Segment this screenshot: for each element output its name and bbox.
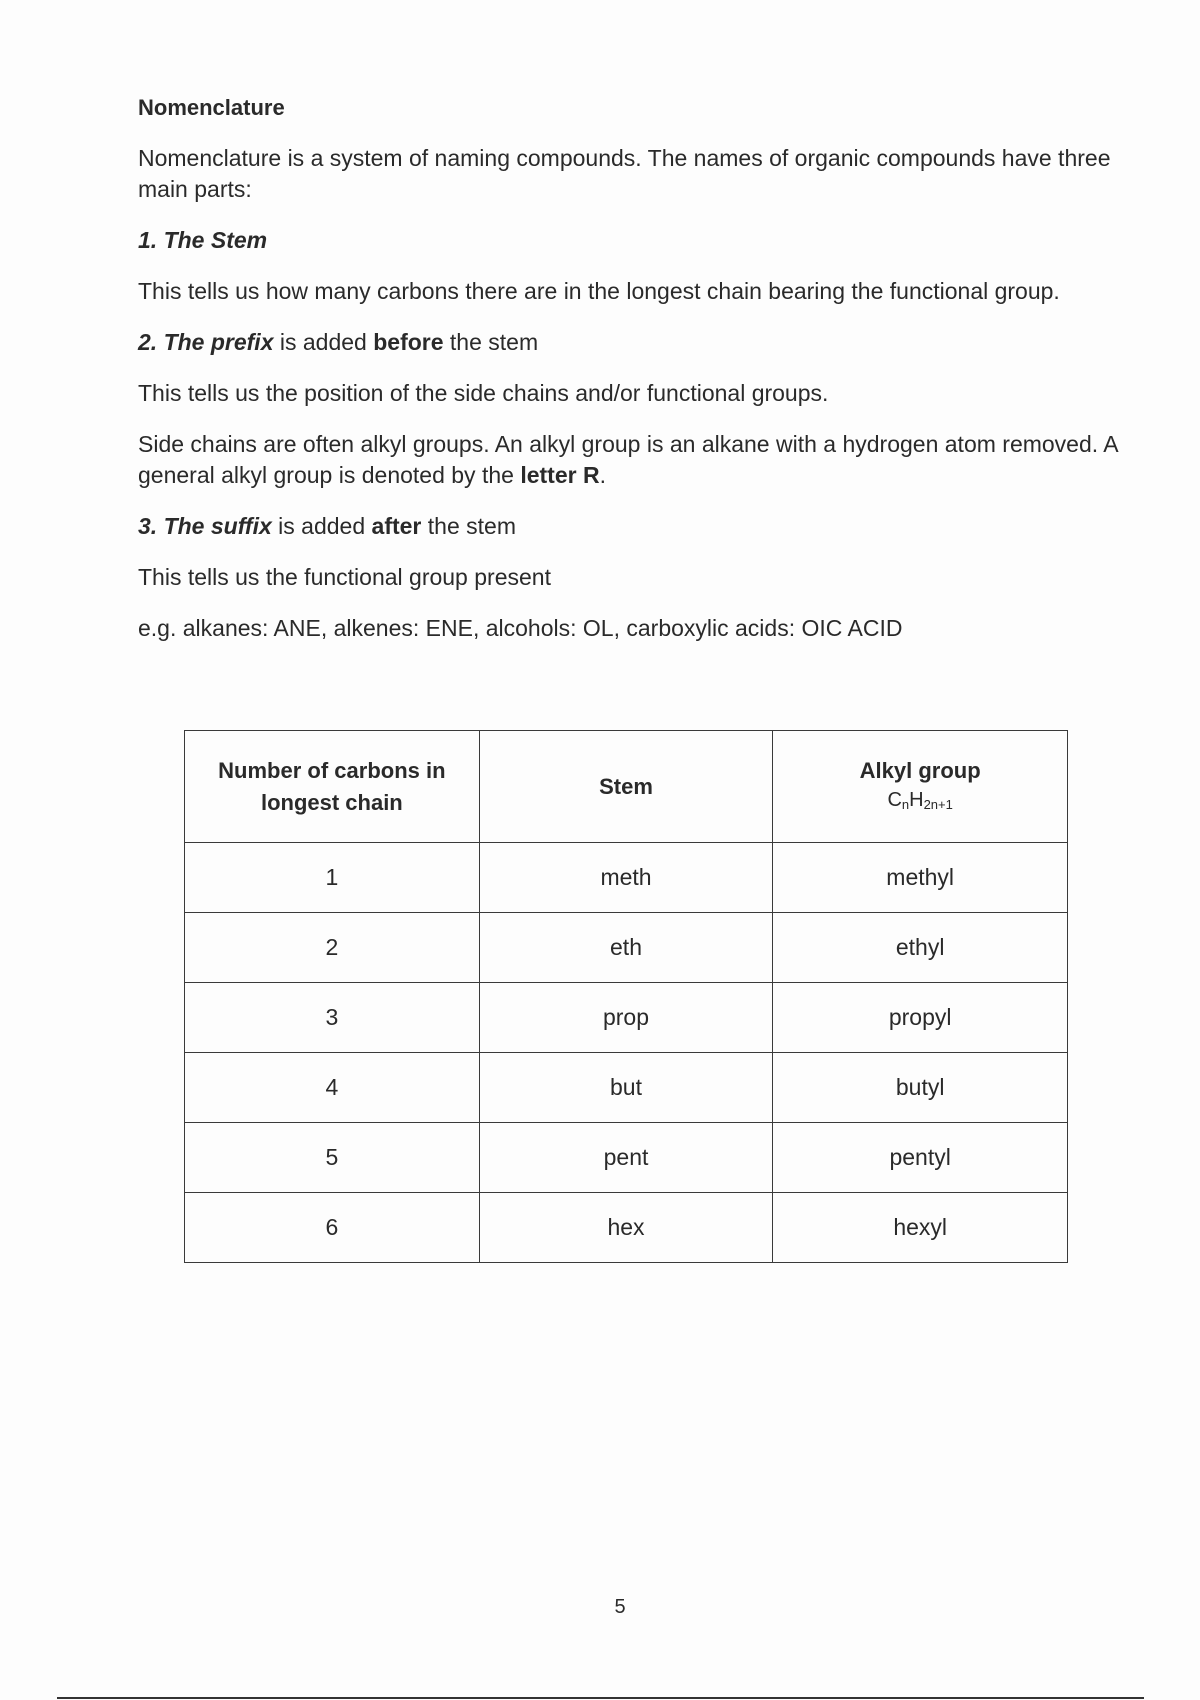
stem-cell: eth bbox=[479, 913, 773, 983]
alkyl-general-formula bbox=[773, 787, 1067, 818]
carbons-cell: 2 bbox=[185, 913, 480, 983]
section-suffix-title bbox=[138, 511, 1118, 542]
table-row bbox=[185, 1123, 1068, 1193]
carbons-cell: 6 bbox=[185, 1193, 480, 1263]
section-suffix-title-text: 3. The suffix bbox=[138, 513, 272, 539]
page-title: Nomenclature bbox=[138, 95, 285, 120]
header-stem: Stem bbox=[479, 731, 773, 843]
section-suffix-examples: e.g. alkanes: ANE, alkenes: ENE, alcohols: OL, carboxylic acids: OIC ACID bbox=[138, 615, 903, 641]
header-alkyl bbox=[773, 731, 1068, 843]
formula-c-subscript: n bbox=[901, 797, 910, 812]
carbons-cell: 5 bbox=[185, 1123, 480, 1193]
carbons-cell: 4 bbox=[185, 1053, 480, 1123]
header-carbons: Number of carbons in longest chain bbox=[185, 731, 480, 843]
alkyl-note-end: . bbox=[599, 462, 606, 488]
carbons-cell: 3 bbox=[185, 983, 480, 1053]
table-row bbox=[185, 913, 1068, 983]
section-prefix-description: This tells us the position of the side chains and/or functional groups. bbox=[138, 380, 829, 406]
stem-table bbox=[184, 730, 1068, 1263]
footer-divider bbox=[57, 1697, 1144, 1699]
alkyl-cell: hexyl bbox=[773, 1193, 1068, 1263]
alkyl-cell: propyl bbox=[773, 983, 1068, 1053]
section-suffix-mid2: the stem bbox=[421, 513, 516, 539]
section-prefix-alkyl-note bbox=[138, 429, 1118, 491]
table-header-row bbox=[185, 731, 1068, 843]
alkyl-cell: pentyl bbox=[773, 1123, 1068, 1193]
table-row bbox=[185, 843, 1068, 913]
section-suffix-emphasis: after bbox=[371, 513, 422, 539]
table-row bbox=[185, 983, 1068, 1053]
section-prefix-emphasis: before bbox=[373, 329, 444, 355]
section-suffix-description: This tells us the functional group present bbox=[138, 564, 551, 590]
section-stem-title bbox=[138, 225, 1118, 256]
section-prefix-mid1: is added bbox=[273, 329, 374, 355]
section-stem-title-text: 1. The Stem bbox=[138, 227, 268, 253]
stem-cell: hex bbox=[479, 1193, 773, 1263]
stem-cell: prop bbox=[479, 983, 773, 1053]
alkyl-cell: ethyl bbox=[773, 913, 1068, 983]
alkyl-note-text: Side chains are often alkyl groups. An alkyl group is an alkane with a hydrogen atom removed. A general alkyl group is denoted by the bbox=[138, 431, 1118, 488]
carbons-cell: 1 bbox=[185, 843, 480, 913]
intro-paragraph: Nomenclature is a system of naming compounds. The names of organic compounds have three main parts: bbox=[138, 145, 1111, 202]
stem-cell: meth bbox=[479, 843, 773, 913]
alkyl-note-emphasis: letter R bbox=[520, 462, 600, 488]
stem-cell: pent bbox=[479, 1123, 773, 1193]
stem-cell: but bbox=[479, 1053, 773, 1123]
formula-c: C bbox=[887, 789, 902, 811]
header-alkyl-label: Alkyl group bbox=[859, 758, 981, 783]
alkyl-cell: methyl bbox=[773, 843, 1068, 913]
formula-h-subscript: 2n+1 bbox=[923, 797, 953, 812]
table-row bbox=[185, 1053, 1068, 1123]
document-body bbox=[138, 92, 1118, 664]
page-number: 5 bbox=[614, 1596, 626, 1618]
section-stem-description: This tells us how many carbons there are in the longest chain bearing the functional group. bbox=[138, 278, 1060, 304]
formula-h: H bbox=[909, 789, 924, 811]
section-prefix-title-text: 2. The prefix bbox=[138, 329, 274, 355]
section-prefix-title bbox=[138, 327, 1118, 358]
section-prefix-mid2: the stem bbox=[443, 329, 539, 355]
section-suffix-mid1: is added bbox=[271, 513, 372, 539]
table-row bbox=[185, 1193, 1068, 1263]
alkyl-cell: butyl bbox=[773, 1053, 1068, 1123]
